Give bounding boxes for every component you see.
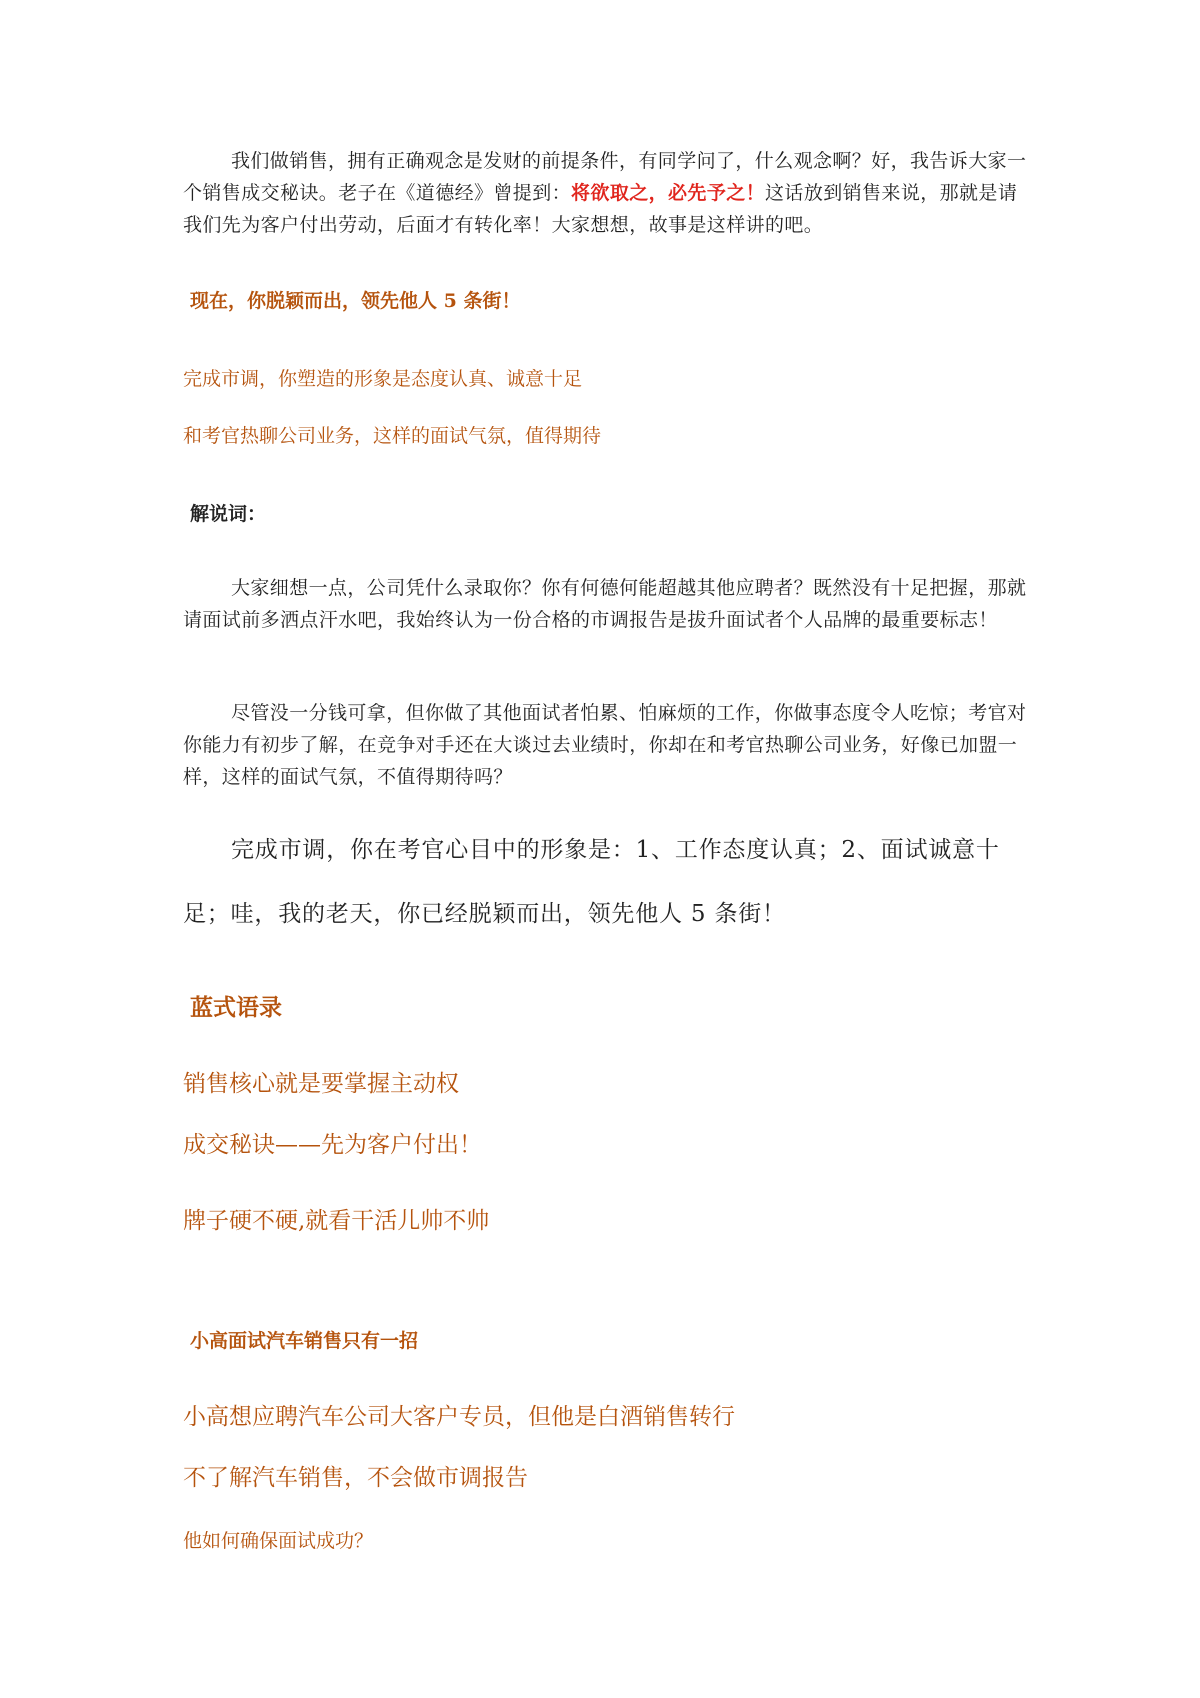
intro-text-part1: 我们做销售，拥有正确观念是发财的前提条件，有同学问了，什么观念啊？好，我告诉大家一个销售成交秘诀。老子在《道德经》曾提到： — [183, 150, 1027, 204]
quotes-heading: 蓝式语录 — [190, 994, 282, 1021]
explanation-paragraph-3: 完成市调，你在考官心目中的形象是：1、工作态度认真；2、面试诚意十足；哇，我的老天，你已经脱颖而出，领先他人 5 条街！ — [183, 837, 1000, 927]
explanation-paragraph-2: 尽管没一分钱可拿，但你做了其他面试者怕累、怕麻烦的工作，你做事态度令人吃惊；考官对你能力有初步了解，在竞争对手还在大谈过去业绩时，你却在和考官热聊公司业务，好像已加盟一样，这样的面试气氛，不值得期待吗？ — [183, 702, 1027, 788]
section1-line1: 完成市调，你塑造的形象是态度认真、诚意十足 — [183, 368, 583, 390]
section1-heading: 现在，你脱颖而出，领先他人 5 条街！ — [190, 290, 521, 312]
intro-text-part2: 这话放到销售来说，那就是请我们先为客户付出劳动，后面才有转化率！大家想想，故事是这样讲的吧。 — [183, 182, 1018, 236]
intro-highlight-quote: 将欲取之，必先予之！ — [571, 182, 766, 204]
section2-line2: 不了解汽车销售，不会做市调报告 — [183, 1465, 528, 1491]
section2-heading: 小高面试汽车销售只有一招 — [190, 1330, 419, 1352]
section2-line3: 他如何确保面试成功？ — [183, 1530, 374, 1552]
quote-item-1: 销售核心就是要掌握主动权 — [183, 1071, 459, 1097]
explanation-paragraph-1: 大家细想一点，公司凭什么录取你？你有何德何能超越其他应聘者？既然没有十足把握，那就请面试前多洒点汗水吧，我始终认为一份合格的市调报告是拔升面试者个人品牌的最重要标志！ — [183, 577, 1027, 631]
section2-line1: 小高想应聘汽车公司大客户专员，但他是白酒销售转行 — [183, 1404, 735, 1430]
section1-line2: 和考官热聊公司业务，这样的面试气氛，值得期待 — [183, 425, 602, 447]
quote-item-3: 牌子硬不硬,就看干活儿帅不帅 — [183, 1208, 490, 1234]
intro-paragraph — [183, 145, 1028, 241]
explanation-label: 解说词： — [190, 503, 267, 525]
quote-item-2: 成交秘诀——先为客户付出！ — [183, 1132, 482, 1158]
